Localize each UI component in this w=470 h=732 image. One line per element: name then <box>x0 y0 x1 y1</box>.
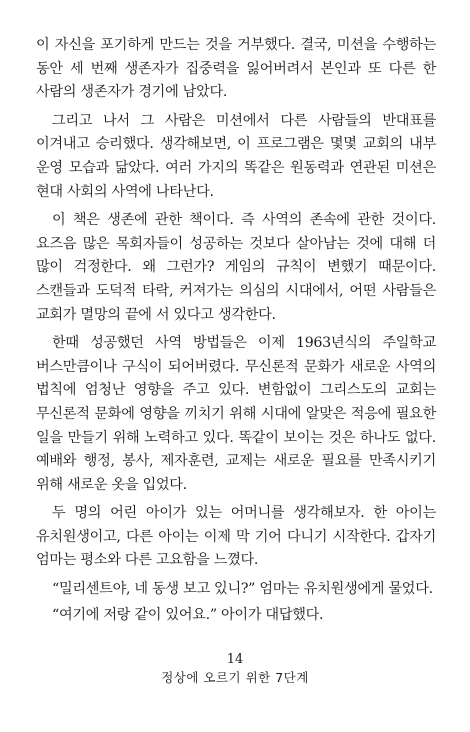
paragraph-continued: 이 자신을 포기하게 만드는 것을 거부했다. 결국, 미션을 수행하는 동안 세 번째 생존자가 집중력을 잃어버려서 본인과 또 다른 한 사람의 생존자가 경기에 남았다. <box>36 37 436 101</box>
page-number: 14 <box>226 652 244 667</box>
dialogue-line: “밀리센트야, 네 동생 보고 있니?” 엄마는 유치원생에게 물었다. <box>52 581 433 598</box>
dialogue-line: “여기에 저랑 같이 있어요.” 아이가 대답했다. <box>52 606 324 623</box>
paragraph: 그리고 나서 그 사람은 미션에서 다른 사람들의 반대표를 이겨내고 승리했다. 생각해보면, 이 프로그램은 몇몇 교회의 내부 운영 모습과 닮았다. 여러 가지의 똑같은 원동력과 연관된 미션은 현대 사회의 사역에 나타난다. <box>36 112 436 200</box>
paragraph: 두 명의 어린 아이가 있는 어머니를 생각해보자. 한 아이는 유치원생이고, 다른 아이는 이제 막 기어 다니기 시작한다. 갑자기 엄마는 평소와 다른 고요함을 느꼈다. <box>36 505 436 569</box>
running-footer-title: 정상에 오르기 위한 7단계 <box>161 670 309 685</box>
book-page-body <box>36 34 436 629</box>
paragraph: 한때 성공했던 사역 방법들은 이제 1963년식의 주일학교 버스만큼이나 구식이 되어버렸다. 무신론적 문화가 새로운 사역의 법칙에 엄청난 영향을 주고 있다. 변함없이 그리스도의 교회는 무신론적 문화에 영향을 끼치기 위해 시대에 알맞은 적응에 필요한 일을 만들기 위해 노력하고 있다. 똑같이 보이는 것은 하나도 없다. 예배와 행정, 봉사, 제자훈련, 교제는 새로운 필요를 만족시키기 위해 새로운 옷을 입었다. <box>36 335 436 493</box>
paragraph: 이 책은 생존에 관한 책이다. 즉 사역의 존속에 관한 것이다. 요즈음 많은 목회자들이 성공하는 것보다 살아남는 것에 대해 더 많이 걱정한다. 왜 그런가? 게임의 규칙이 변했기 때문이다. 스캔들과 도덕적 타락, 커져가는 의심의 시대에서, 어떤 사람들은 교회가 멸망의 끝에 서 있다고 생각한다. <box>36 212 436 323</box>
